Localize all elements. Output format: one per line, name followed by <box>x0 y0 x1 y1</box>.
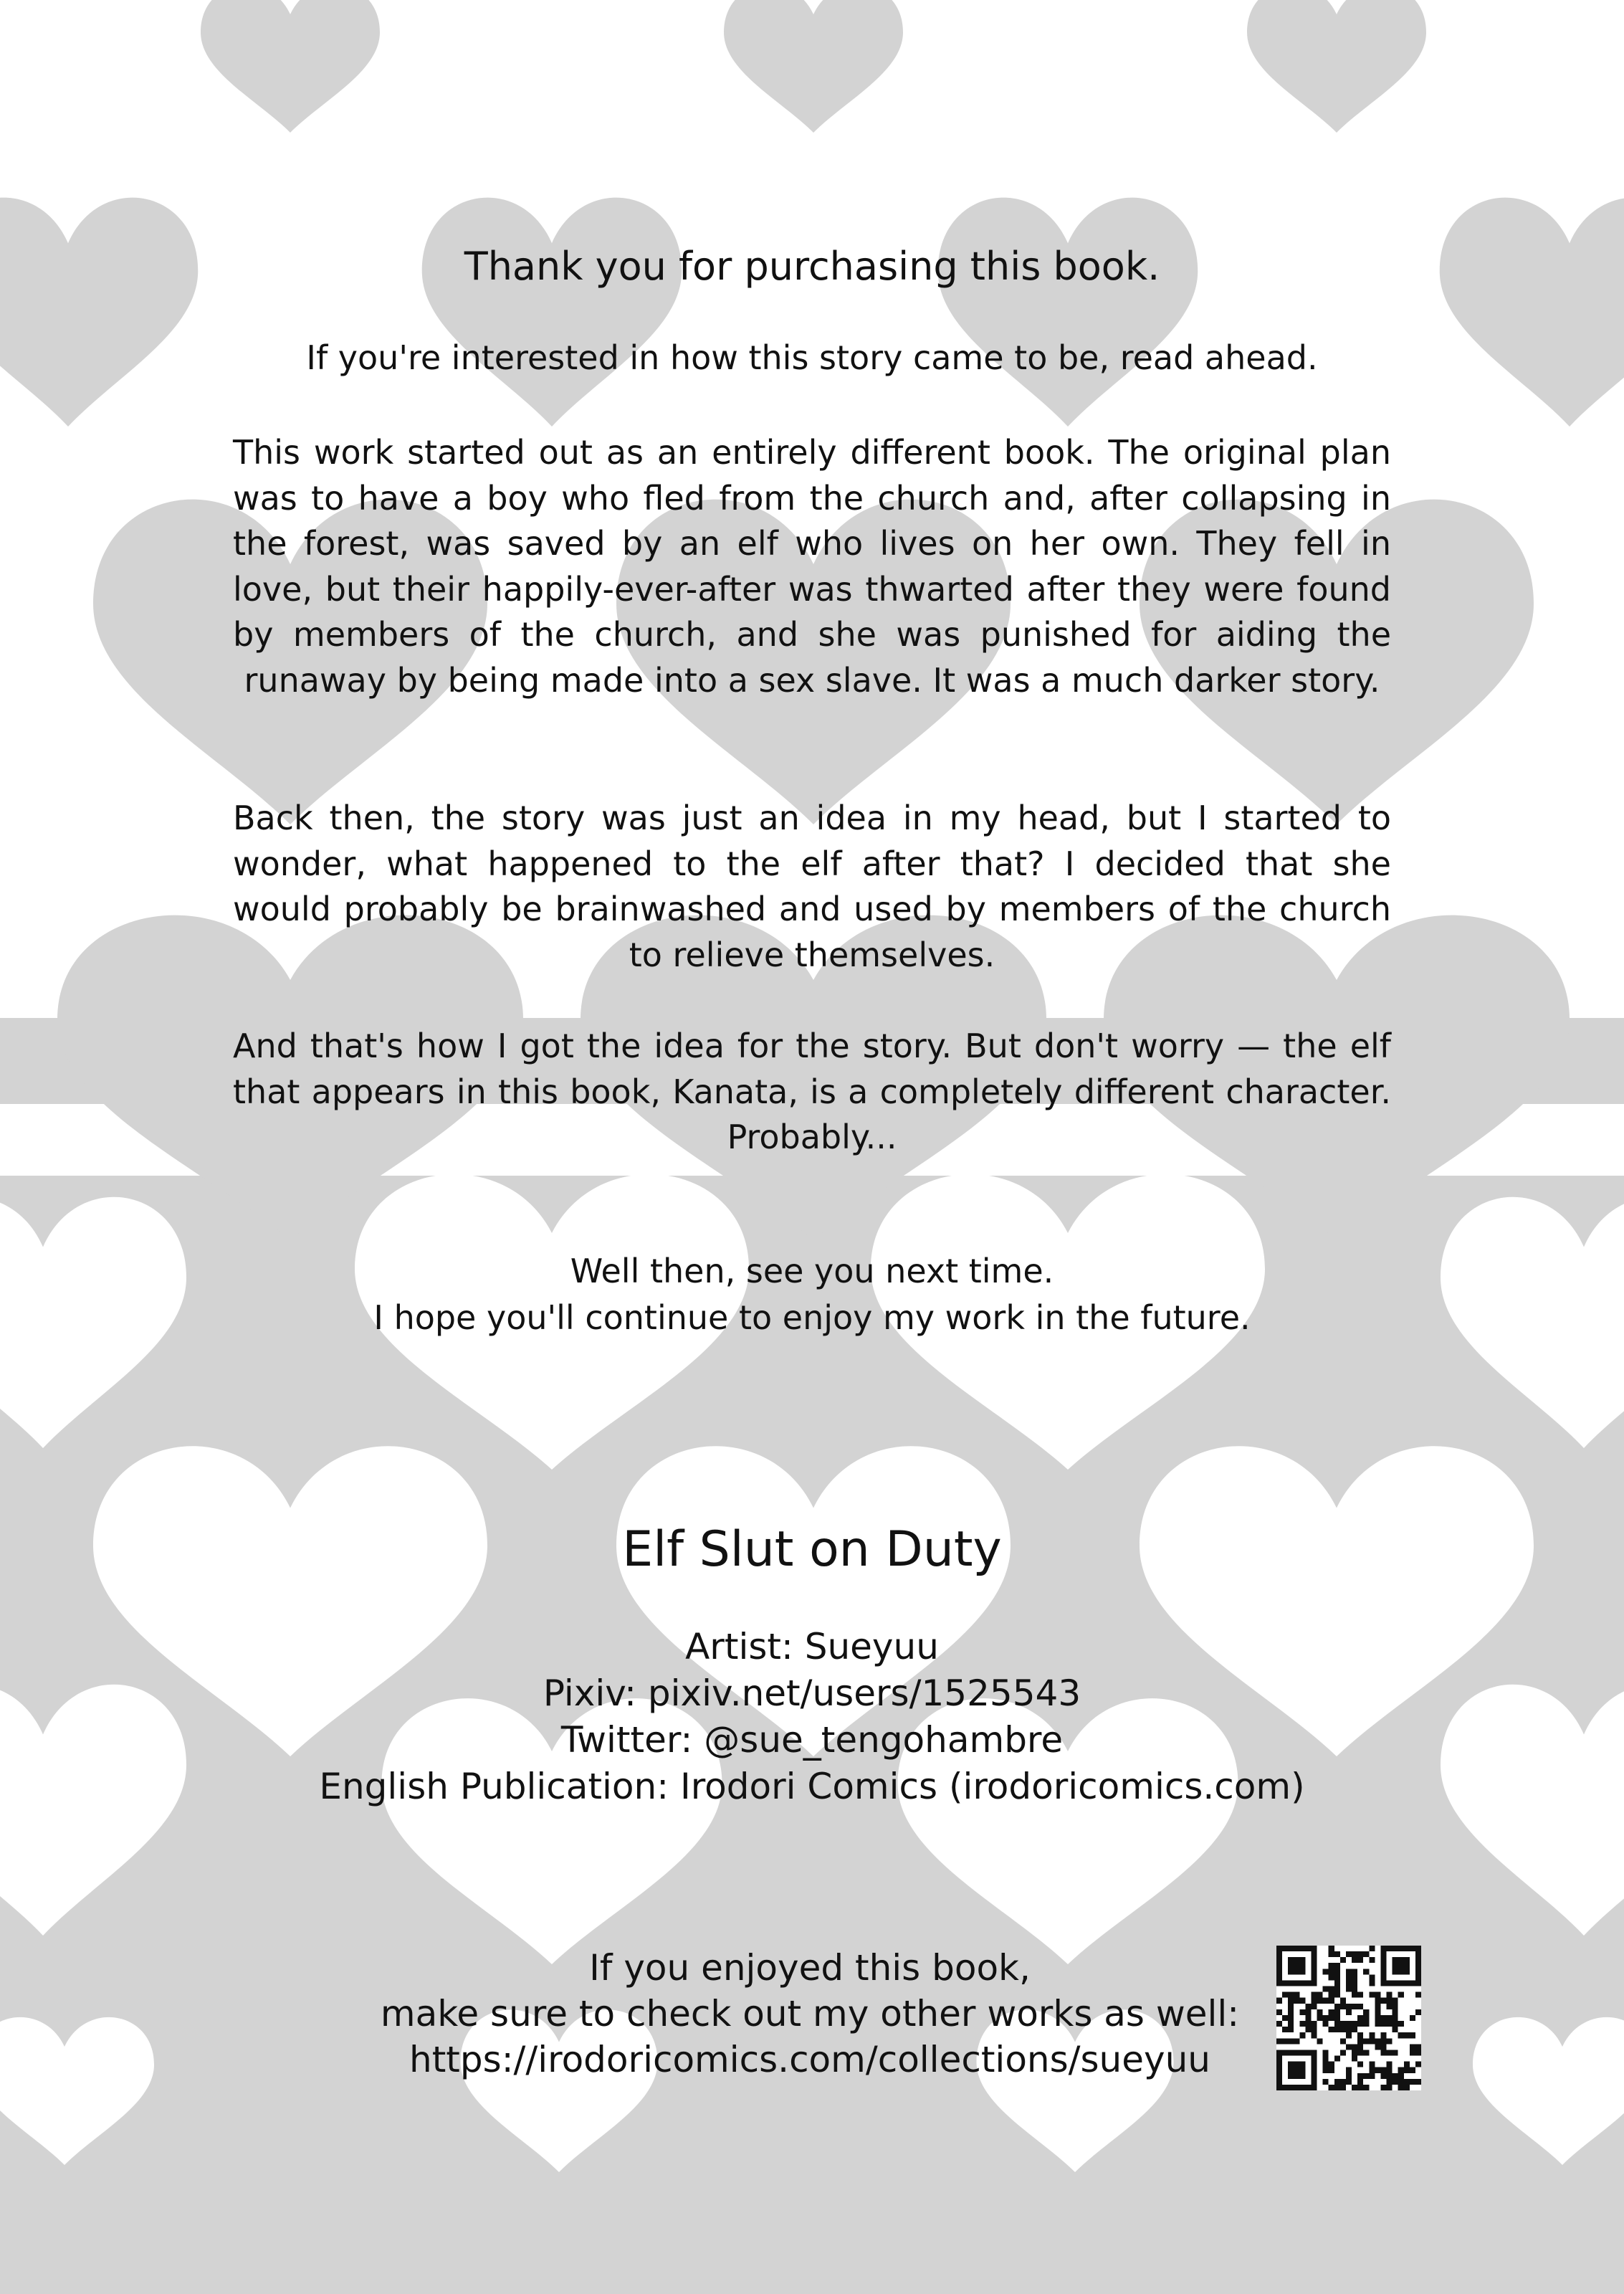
afterword-intro: If you're interested in how this story came to be, read ahead. <box>306 338 1318 377</box>
promo-line: If you enjoyed this book, <box>589 1947 1031 1989</box>
credit-artist: Artist: Sueyuu <box>685 1626 939 1667</box>
closing-message <box>0 1248 1624 1341</box>
closing-line: Well then, see you next time. <box>570 1252 1054 1290</box>
promo-link[interactable]: https://irodoricomics.com/collections/sueyuu <box>409 2039 1210 2080</box>
credits-block <box>0 1624 1624 1810</box>
afterword-paragraph-3: And that's how I got the idea for the story. But don't worry — the elf that appears in this book, Kanata, is a completely different character. Probably... <box>233 1027 1391 1156</box>
credit-publisher: English Publication: Irodori Comics (irodoricomics.com) <box>319 1766 1305 1807</box>
promo-line: make sure to check out my other works as well: <box>380 1993 1240 2034</box>
qr-code-icon[interactable] <box>1276 1946 1421 2090</box>
closing-line: I hope you'll continue to enjoy my work in the future. <box>373 1298 1251 1337</box>
afterword-title: Thank you for purchasing this book. <box>464 244 1160 289</box>
afterword-paragraph-2: Back then, the story was just an idea in my head, but I started to wonder, what happened to the elf after that? I decided that she would probably be brainwashed and used by members of the church to relieve themselves. <box>233 799 1391 974</box>
afterword-paragraph-1: This work started out as an entirely different book. The original plan was to have a boy who fled from the church and, after collapsing in the forest, was saved by an elf who lives on her own. They fell in love, but their happily-ever-after was thwarted after they were found by members of the church, and she was punished for aiding the runaway by being made into a sex slave. It was a much darker story. <box>233 433 1391 700</box>
book-title: Elf Slut on Duty <box>622 1521 1002 1578</box>
other-works-promo <box>308 1945 1312 2083</box>
credit-twitter: Twitter: @sue_tengohambre <box>560 1719 1064 1761</box>
credit-pixiv: Pixiv: pixiv.net/users/1525543 <box>543 1672 1081 1714</box>
